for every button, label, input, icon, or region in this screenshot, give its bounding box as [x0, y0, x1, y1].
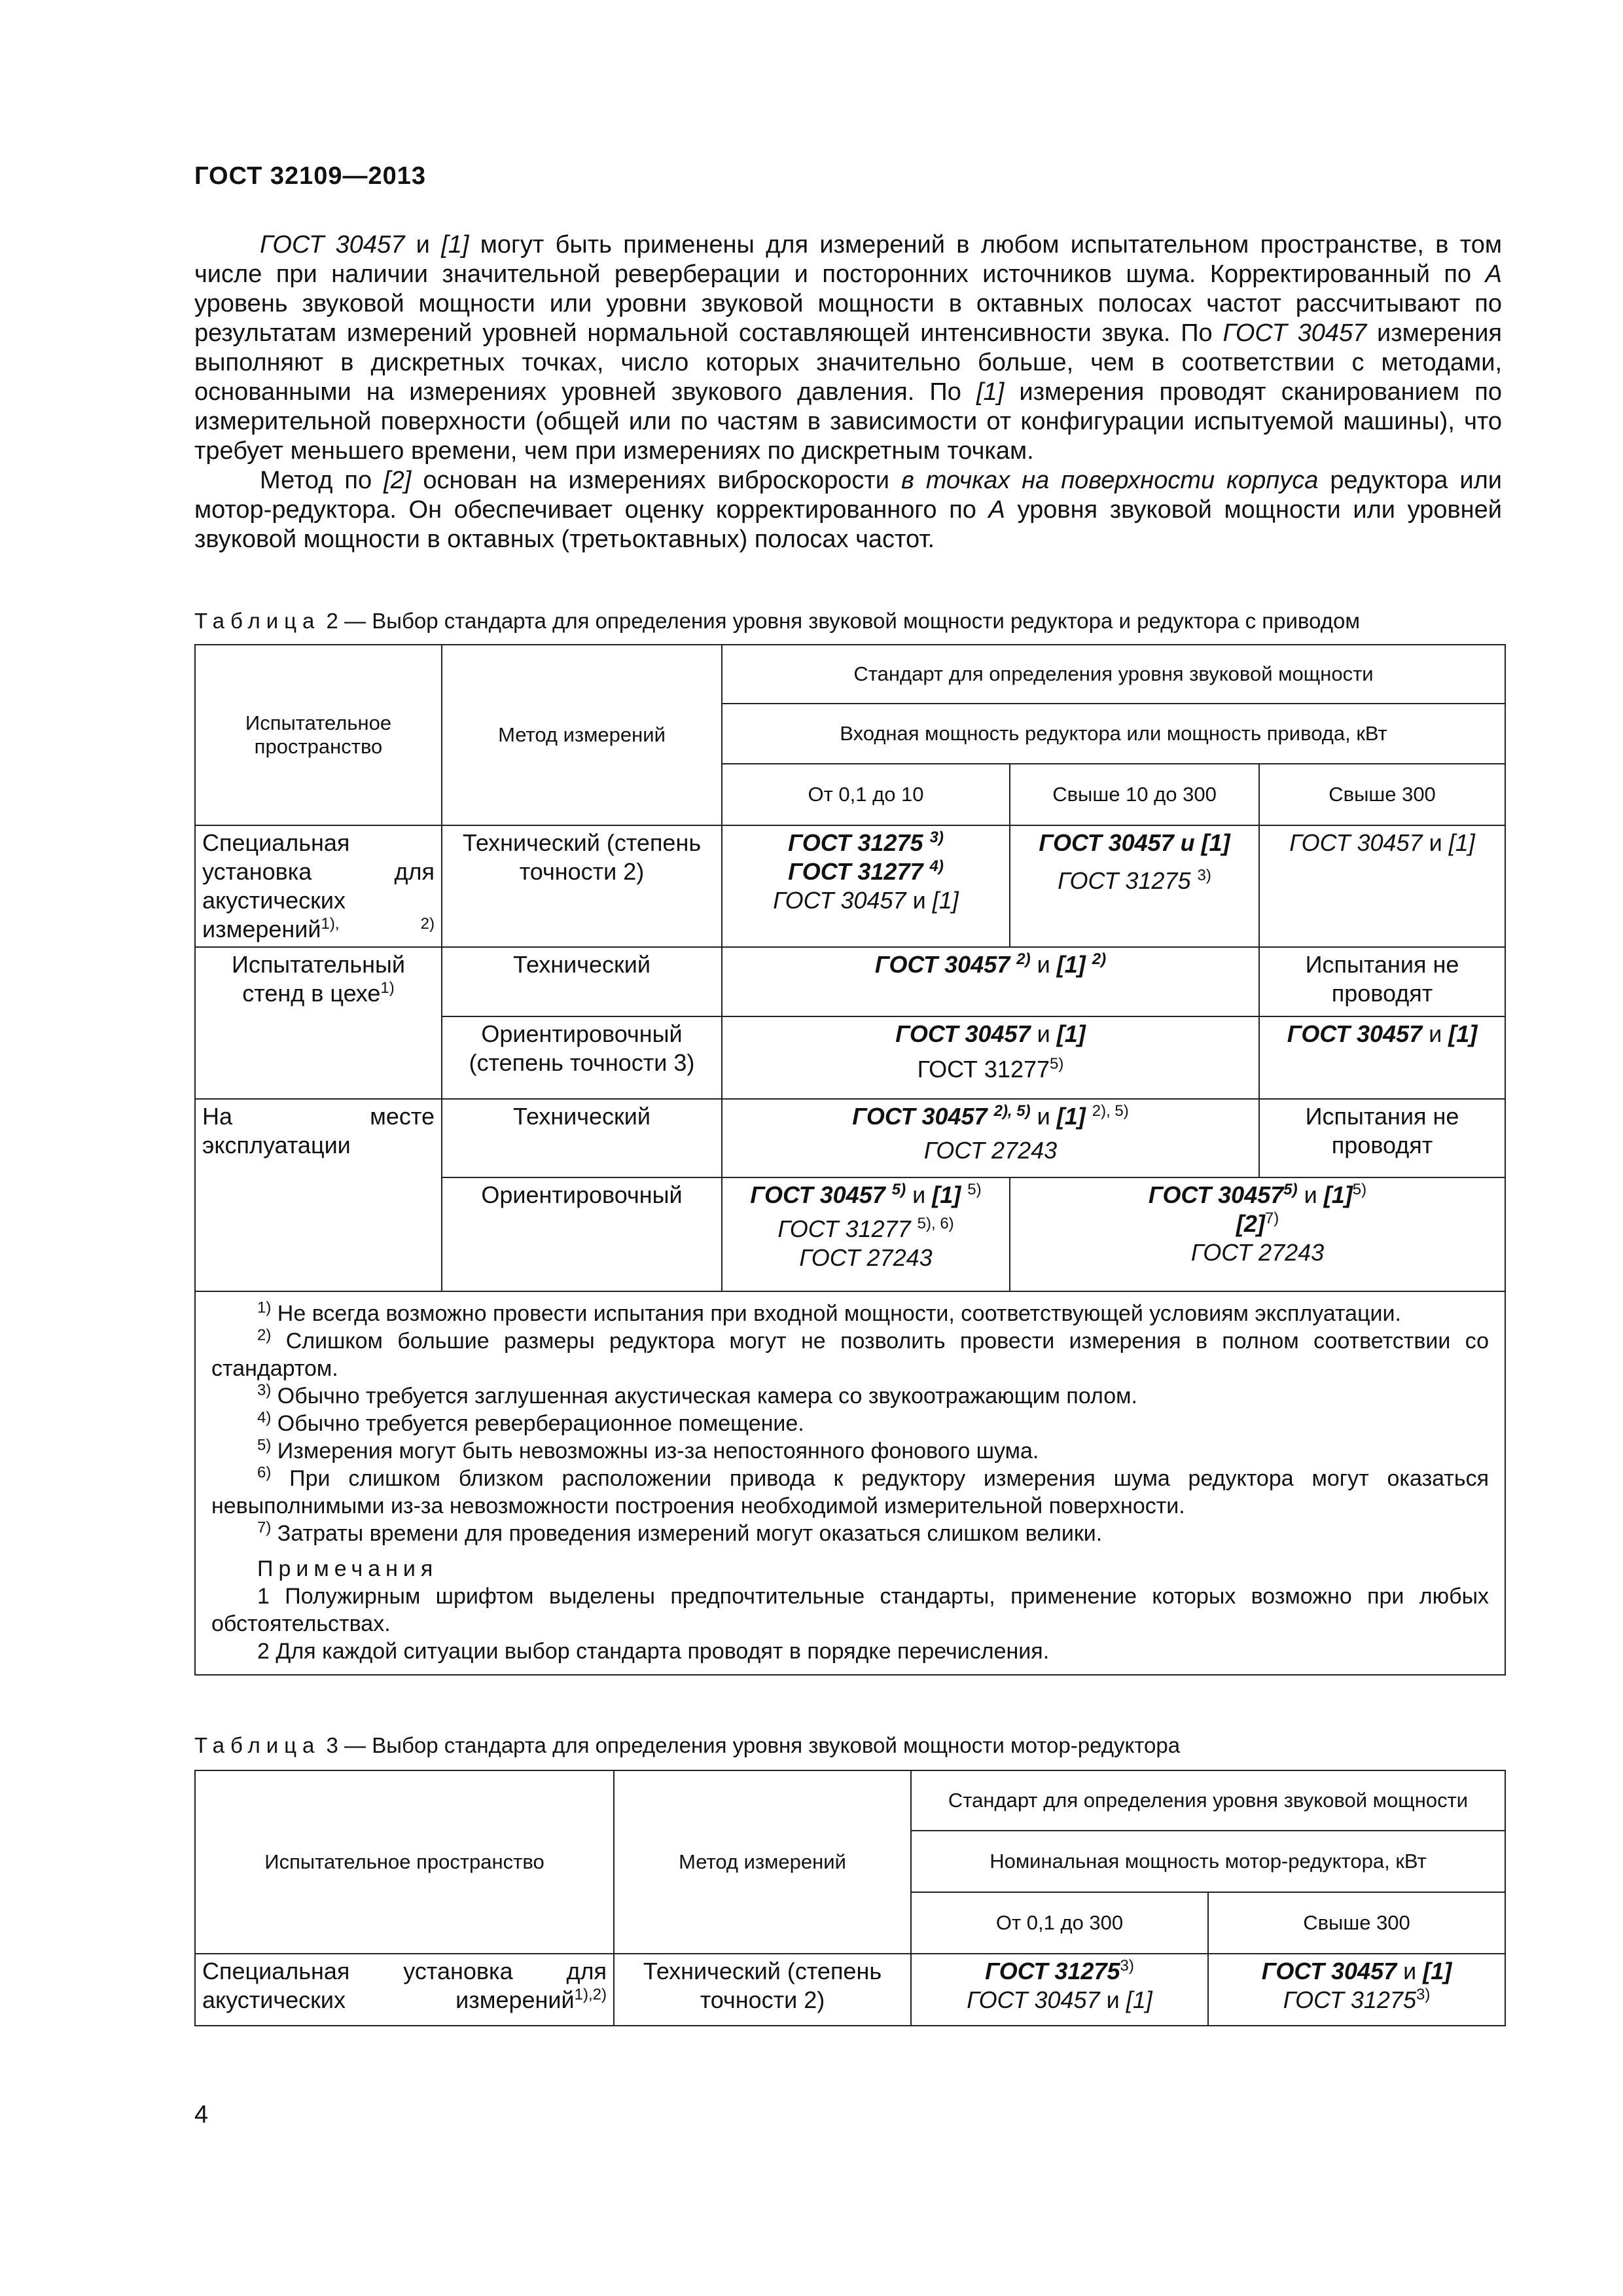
table-caption-word: Таблица — [194, 609, 321, 633]
table-caption-word: Таблица — [194, 1733, 321, 1757]
cell-method-technical: Технический — [442, 947, 722, 1016]
cell-r5-c23: ГОСТ 30457$^{5)}$ и $[1]^{5)}$ $[2]^{7)}$ ГОСТ 27243 — [1010, 1177, 1505, 1291]
table-3-caption — [194, 1733, 1180, 1758]
header-range-2: Свыше 10 до 300 — [1010, 764, 1259, 825]
header-standard: Стандарт для определения уровня звуковой мощности — [722, 645, 1505, 704]
intro-text — [194, 230, 1502, 554]
cell-method-approximate-3: Ориентировочный (степень точности 3) — [442, 1016, 722, 1099]
header-range-2: Свыше 300 — [1208, 1892, 1505, 1954]
footnote-5: $^{5)}$ Измерения могут быть невозможны из-за непостоянного фонового шума. — [257, 1436, 1039, 1463]
header-test-space: Испытательное пространство — [195, 1770, 614, 1954]
table-2 — [194, 644, 1506, 1676]
cell-space-shop-stand: Испытательный стенд в цехе$^{1)}$ — [195, 947, 442, 1099]
footnote-7: $^{7)}$ Затраты времени для проведения измерений могут оказаться слишком велики. — [257, 1518, 1103, 1546]
table-caption-text: 2 — Выбор стандарта для определения уровня звуковой мощности редуктора и редуктора с приводом — [320, 609, 1361, 633]
cell-t3-c1: ГОСТ 31275$^{3)}$ ГОСТ 30457 и [1] — [911, 1954, 1208, 2026]
header-rated-power: Номинальная мощность мотор-редуктора, кВт — [911, 1831, 1505, 1892]
header-method: Метод измерений — [442, 645, 722, 825]
header-method: Метод измерений — [614, 1770, 911, 1954]
header-range-1: От 0,1 до 10 — [722, 764, 1010, 825]
table-2-footnotes — [195, 1291, 1505, 1675]
footnote-3: $^{3)}$ Обычно требуется заглушенная акустическая камера со звукоотражающим полом. — [257, 1381, 1137, 1408]
note-1: 1 Полужирным шрифтом выделены предпочтительные стандарты, применение которых возможно при любых обстоятельствах. — [211, 1584, 1489, 1636]
footnote-2: $^{2)}$ Слишком большие размеры редуктора могут не позволить провести измерения в полном соответствии со стандартом. — [211, 1326, 1489, 1381]
header-input-power: Входная мощность редуктора или мощность привода, кВт — [722, 704, 1505, 764]
table-2-caption — [194, 609, 1360, 634]
cell-space-on-site: На месте эксплуатации — [195, 1099, 442, 1291]
cell-space-special: Специальная установка для акустических измерений$^{1),2)}$ — [195, 1954, 614, 2026]
document-code: ГОСТ 32109—2013 — [194, 162, 427, 190]
intro-paragraph-2: Метод по [2] основан на измерениях виброскорости в точках на поверхности корпуса редуктора или мотор-редуктора. Он обеспечивает оценку корректированного по А уровня звуковой мощности или уровней звуковой мощности в октавных (третьоктавных) полосах частот. — [194, 467, 1503, 553]
header-test-space: Испытательное пространство — [195, 645, 442, 825]
header-range-3: Свыше 300 — [1259, 764, 1505, 825]
notes-title: Примечания — [257, 1556, 438, 1581]
table-caption-text: 3 — Выбор стандарта для определения уровня звуковой мощности мотор-редуктора — [320, 1733, 1181, 1757]
cell-method-approximate: Ориентировочный — [442, 1177, 722, 1291]
header-standard: Стандарт для определения уровня звуковой мощности — [911, 1770, 1505, 1831]
cell-r4-not-tested: Испытания не проводят — [1259, 1099, 1505, 1177]
cell-r2-not-tested: Испытания не проводят — [1259, 947, 1505, 1016]
header-range-1: От 0,1 до 300 — [911, 1892, 1208, 1954]
footnote-6: $^{6)}$ При слишком близком расположении привода к редуктору измерения шума редуктора могут оказаться невыполнимыми из-за невозможности построения необходимой измерительной поверхности. — [211, 1463, 1489, 1518]
cell-space-special: Специальная установка для акустических измерений$^{1), 2)}$ — [195, 825, 442, 947]
note-2: 2 Для каждой ситуации выбор стандарта проводят в порядке перечисления. — [257, 1639, 1050, 1664]
cell-t3-c2: ГОСТ 30457 и [1] ГОСТ 31275$^{3)}$ — [1208, 1954, 1505, 2026]
footnote-1: $^{1)}$ Не всегда возможно провести испытания при входной мощности, соответствующей условиям эксплуатации. — [257, 1299, 1401, 1326]
cell-r1-c3: ГОСТ 30457 и [1] — [1259, 825, 1505, 947]
cell-r1-c1: ГОСТ 31275 $^{3)}$ ГОСТ 31277 $^{4)}$ ГОСТ 30457 и [1] — [722, 825, 1010, 947]
table-3 — [194, 1770, 1506, 2026]
cell-r2-standard: ГОСТ 30457 $^{2)}$ и [1] $^{2)}$ — [722, 947, 1259, 1016]
cell-method-technical-site: Технический — [442, 1099, 722, 1177]
cell-method-technical-2: Технический (степень точности 2) — [614, 1954, 911, 2026]
cell-r5-c1: ГОСТ 30457 $^{5)}$ и [1] $^{5)}$ ГОСТ 31277 $^{5), 6)}$ ГОСТ 27243 — [722, 1177, 1010, 1291]
cell-r1-c2: ГОСТ 30457 и [1] ГОСТ 31275 $^{3)}$ — [1010, 825, 1259, 947]
cell-r3-standard: ГОСТ 30457 и [1] ГОСТ 31277$^{5)}$ — [722, 1016, 1259, 1099]
page-number: 4 — [194, 2101, 209, 2128]
intro-paragraph-1: ГОСТ 30457 и [1] могут быть применены для измерений в любом испытательном пространстве, в том числе при наличии значительной реверберации и посторонних источников шума. Корректированный по А уровень звуковой мощности или уровни звуковой мощности в октавных полосах частот рассчитывают по результатам измерений уровней нормальной составляющей интенсивности звука. По ГОСТ 30457 измерения выполняют в дискретных точках, число которых значительно больше, чем в соответствии с методами, основанными на измерениях уровней звукового давления. По [1] измерения проводят сканированием по измерительной поверхности (общей или по частям в зависимости от конфигурации испытуемой машины), что требует меньшего времени, чем при измерениях по дискретным точкам. — [194, 231, 1502, 465]
cell-r3-c3: ГОСТ 30457 и [1] — [1259, 1016, 1505, 1099]
footnote-4: $^{4)}$ Обычно требуется реверберационное помещение. — [257, 1408, 804, 1436]
cell-method-technical-2: Технический (степень точности 2) — [442, 825, 722, 947]
cell-r4-standard: ГОСТ 30457 $^{2), 5)}$ и [1] $^{2), 5)}$ ГОСТ 27243 — [722, 1099, 1259, 1177]
